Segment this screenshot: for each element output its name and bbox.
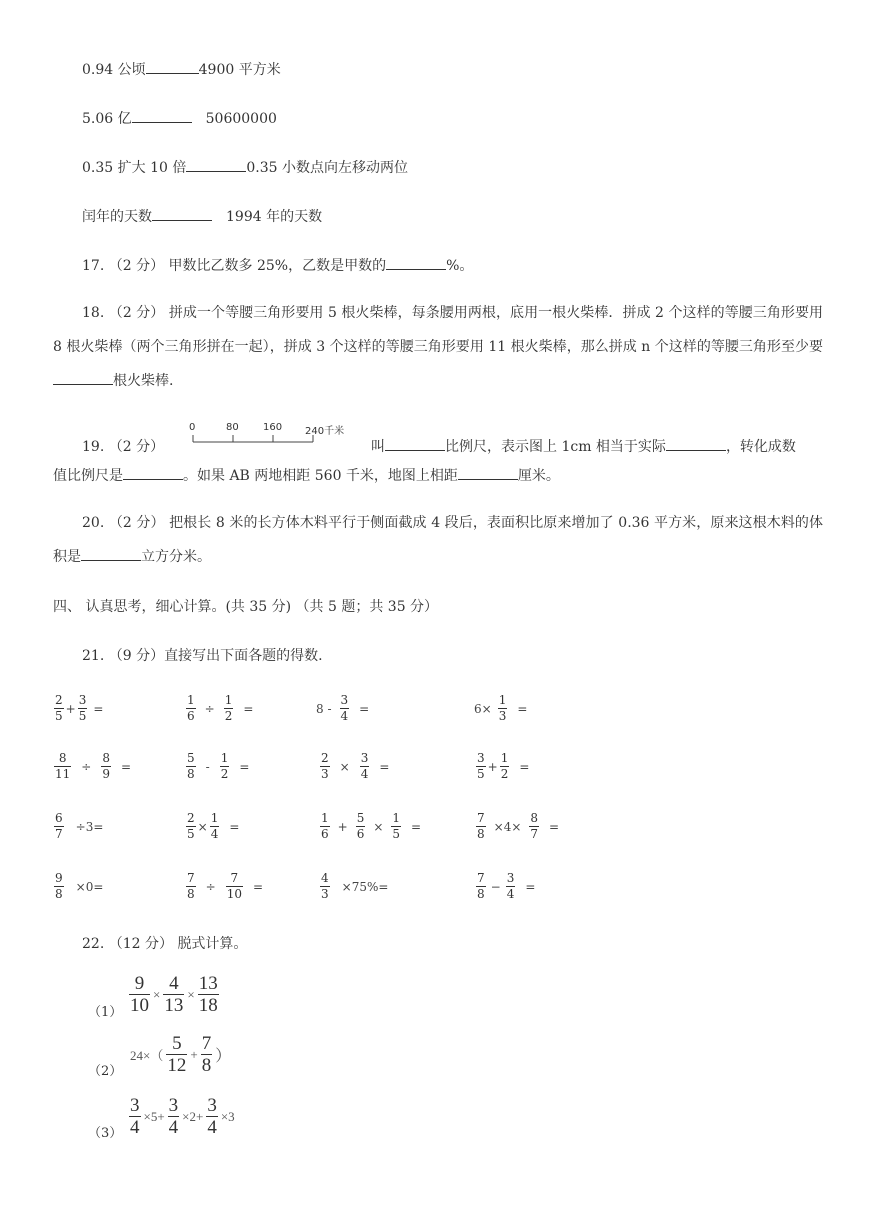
- fraction: [476, 752, 486, 781]
- denominator: 5: [55, 709, 63, 723]
- operator: =: [549, 819, 560, 834]
- numerator: 3: [340, 693, 349, 707]
- numerator: 1: [210, 811, 219, 825]
- operator: =: [519, 759, 530, 774]
- denominator: 2: [500, 767, 509, 781]
- q21-item: [184, 752, 249, 781]
- operator: +: [337, 819, 348, 834]
- fraction: [186, 752, 196, 781]
- numerator: 7: [201, 1033, 212, 1054]
- fraction: [54, 752, 71, 781]
- q22-expression-3: [128, 1096, 237, 1137]
- fraction: [498, 694, 508, 723]
- compare-left: 5.06 亿: [82, 111, 132, 127]
- numerator: 7: [230, 871, 239, 885]
- operator: ×2+: [182, 1108, 204, 1124]
- operator: -: [205, 759, 210, 774]
- answer-blank[interactable]: [123, 467, 183, 480]
- question-score: （2 分）: [108, 439, 165, 455]
- fraction: [210, 812, 220, 841]
- compare-right: 4900 平方米: [198, 62, 281, 78]
- question-number: 18.: [82, 305, 105, 321]
- numerator: 6: [55, 811, 63, 825]
- fraction: [78, 694, 88, 723]
- compare-right: 50600000: [205, 111, 277, 127]
- fraction: [320, 752, 330, 781]
- denominator: 4: [210, 827, 219, 841]
- q21-item: [52, 752, 131, 781]
- denominator: 11: [55, 767, 71, 781]
- numerator: 9: [55, 871, 63, 885]
- operator: ×5+: [143, 1108, 165, 1124]
- denominator: 4: [360, 767, 369, 781]
- numerator: 5: [187, 751, 195, 765]
- fraction: [476, 812, 486, 841]
- fraction: [220, 752, 230, 781]
- q22-label-3: （3）: [88, 1126, 123, 1141]
- question-20: [53, 506, 823, 574]
- question-text: 脱式计算。: [177, 936, 248, 952]
- fraction: [529, 812, 539, 841]
- operator: =: [120, 759, 132, 774]
- question-text: ，转化成数: [725, 439, 796, 455]
- question-text: 把根长 8 米的长方体木料平行于侧面截成 4 段后，表面积比原来增加了 0.36 平方米，原来这根木料的体积是: [53, 515, 824, 565]
- q21-item: [184, 694, 253, 723]
- denominator: 3: [321, 767, 329, 781]
- denominator: 5: [187, 827, 195, 841]
- fraction: [129, 1096, 141, 1137]
- denominator: 4: [130, 1117, 140, 1138]
- denominator: 4: [340, 709, 349, 723]
- q21-item: [184, 812, 239, 841]
- question-text: 。如果 AB 两地相距 560 千米，地图上相距: [183, 468, 458, 484]
- fraction: [391, 812, 401, 841]
- denominator: 10: [130, 995, 149, 1016]
- operator: =: [359, 701, 370, 716]
- q21-item: [318, 872, 388, 901]
- fraction: [226, 872, 243, 901]
- numerator: 7: [477, 811, 485, 825]
- fraction: [101, 752, 111, 781]
- numerator: 13: [198, 973, 218, 994]
- numerator: 3: [477, 751, 485, 765]
- operator: ×: [153, 986, 161, 1002]
- question-number: 20.: [82, 515, 105, 531]
- operator: 8 -: [316, 701, 332, 716]
- compare-line-4: [82, 208, 322, 226]
- denominator: 8: [187, 767, 195, 781]
- question-score: （2 分）: [108, 305, 165, 321]
- numerator: 8: [102, 751, 110, 765]
- fraction: [168, 1096, 180, 1137]
- denominator: 2: [220, 767, 229, 781]
- q21-item: [318, 752, 389, 781]
- numerator: 5: [356, 811, 365, 825]
- operator: ×4×: [493, 819, 522, 834]
- q21-item: [318, 812, 421, 841]
- question-text: 拼成一个等腰三角形要用 5 根火柴棒，每条腰用两根，底用一根火柴棒．拼成 2 个这样的等腰三角形要用 8 根火柴棒（两个三角形拼在一起），拼成 3 个这样的等腰三角形要用 11 根火柴棒，那么拼成 n 个这样的等腰三角形至少要: [53, 305, 824, 355]
- fraction: [356, 812, 366, 841]
- operator: =: [379, 759, 390, 774]
- denominator: 10: [226, 887, 242, 901]
- denominator: 5: [477, 767, 485, 781]
- operator: =: [517, 701, 528, 716]
- question-text: 值比例尺是: [53, 468, 123, 484]
- scale-label-240: 240千米: [305, 426, 345, 437]
- operator: =: [229, 819, 240, 834]
- operator: =: [239, 759, 250, 774]
- operator: ）: [215, 1048, 232, 1065]
- q21-item: [52, 812, 103, 841]
- numerator: 9: [134, 973, 145, 994]
- operator: ×: [339, 759, 350, 774]
- fraction: [500, 752, 510, 781]
- compare-line-3: [82, 159, 408, 177]
- numerator: 3: [360, 751, 369, 765]
- denominator: 18: [198, 995, 218, 1016]
- compare-left: 0.35 扩大 10 倍: [82, 160, 187, 176]
- denominator: 7: [530, 827, 539, 841]
- question-text: 甲数比乙数多 25%，乙数是甲数的: [168, 258, 387, 274]
- numerator: 2: [321, 751, 329, 765]
- fraction: [320, 812, 330, 841]
- fraction: [186, 694, 196, 723]
- question-text: 直接写出下面各题的得数.: [164, 648, 323, 664]
- answer-blank[interactable]: [386, 257, 446, 270]
- denominator: 4: [207, 1117, 217, 1138]
- question-19-line-2: [53, 467, 560, 485]
- question-text: 叫: [371, 439, 385, 455]
- numerator: 8: [530, 811, 539, 825]
- denominator: 3: [321, 887, 329, 901]
- q21-item: [474, 872, 535, 901]
- denominator: 5: [392, 827, 401, 841]
- fraction: [340, 694, 350, 723]
- operator: ×3: [220, 1108, 235, 1124]
- compare-left: 0.94 公顷: [82, 62, 146, 78]
- operator: ×: [187, 986, 195, 1002]
- operator: =: [93, 701, 104, 716]
- question-text-tail: 根火柴棒.: [113, 373, 174, 389]
- question-19-line-1: [82, 438, 164, 456]
- q22-expression-2: [128, 1034, 233, 1075]
- compare-left: 闰年的天数: [82, 209, 152, 225]
- operator: −: [490, 879, 501, 894]
- fraction: [198, 974, 219, 1015]
- question-text-tail: %。: [446, 258, 474, 274]
- denominator: 8: [477, 827, 485, 841]
- numerator: 2: [55, 693, 63, 707]
- numerator: 1: [220, 751, 229, 765]
- numerator: 1: [187, 693, 195, 707]
- operator: ÷: [205, 879, 216, 894]
- compare-right: 0.35 小数点向左移动两位: [246, 160, 408, 176]
- numerator: 3: [130, 1095, 140, 1116]
- numerator: 7: [187, 871, 195, 885]
- answer-blank[interactable]: [53, 372, 113, 385]
- q21-item: [184, 872, 263, 901]
- fraction: [206, 1096, 218, 1137]
- denominator: 8: [477, 887, 485, 901]
- operator: ÷: [81, 759, 92, 774]
- question-17: [82, 257, 473, 275]
- operator: ×75%=: [341, 879, 389, 894]
- question-number: 22.: [82, 936, 105, 952]
- denominator: 4: [168, 1117, 179, 1138]
- q21-item: [474, 694, 527, 723]
- answer-blank[interactable]: [458, 467, 518, 480]
- operator: +: [190, 1046, 198, 1062]
- operator: ÷: [204, 701, 215, 716]
- denominator: 4: [506, 887, 515, 901]
- numerator: 1: [498, 693, 507, 707]
- scale-label-80: 80: [226, 422, 239, 433]
- fraction: [201, 1034, 213, 1075]
- answer-blank[interactable]: [132, 110, 192, 123]
- fraction: [186, 872, 196, 901]
- scale-label-160: 160: [263, 422, 283, 433]
- answer-blank[interactable]: [152, 208, 212, 221]
- fraction: [186, 812, 196, 841]
- denominator: 5: [78, 709, 87, 723]
- fraction: [224, 694, 234, 723]
- numerator: 3: [207, 1095, 217, 1116]
- question-21: [82, 647, 323, 665]
- numerator: 3: [78, 693, 87, 707]
- denominator: 8: [55, 887, 63, 901]
- question-18: [53, 296, 823, 398]
- question-score: （2 分）: [108, 515, 165, 531]
- question-score: （12 分）: [108, 936, 173, 952]
- numerator: 3: [506, 871, 515, 885]
- fraction: [54, 872, 64, 901]
- compare-right: 1994 年的天数: [226, 209, 323, 225]
- numerator: 4: [169, 973, 179, 994]
- operator: ×: [373, 819, 384, 834]
- q21-item: [52, 872, 103, 901]
- answer-blank[interactable]: [81, 548, 141, 561]
- fraction: [54, 812, 64, 841]
- fraction: [166, 1034, 187, 1075]
- question-score: （9 分）: [108, 648, 165, 664]
- question-number: 21.: [82, 648, 105, 664]
- fraction: [163, 974, 184, 1015]
- question-19-line-1-text: [371, 438, 796, 456]
- q22-label-2: （2）: [88, 1064, 123, 1079]
- question-number: 17.: [82, 258, 105, 274]
- denominator: 12: [167, 1055, 187, 1076]
- denominator: 8: [187, 887, 195, 901]
- q21-item: [474, 812, 559, 841]
- operator: =: [411, 819, 422, 834]
- question-text-tail: 立方分米。: [141, 549, 211, 565]
- fraction: [129, 974, 150, 1015]
- compare-line-2: [82, 110, 277, 128]
- question-text: 比例尺，表示图上 1cm 相当于实际: [445, 439, 666, 455]
- operator: ÷3=: [75, 819, 104, 834]
- operator: 24×（: [130, 1048, 164, 1063]
- answer-blank[interactable]: [666, 438, 726, 451]
- section-4-title: 四、 认真思考，细心计算。(共 35 分) （共 5 题；共 35 分）: [53, 599, 439, 615]
- denominator: 6: [187, 709, 195, 723]
- numerator: 8: [58, 751, 67, 765]
- numerator: 3: [168, 1095, 179, 1116]
- denominator: 13: [164, 995, 184, 1016]
- q21-item: [474, 752, 529, 781]
- numerator: 2: [187, 811, 195, 825]
- denominator: 3: [498, 709, 507, 723]
- q21-item: [52, 694, 103, 723]
- question-text: 厘米。: [517, 468, 560, 484]
- question-22: [82, 935, 247, 953]
- fraction: [476, 872, 486, 901]
- fraction: [54, 694, 64, 723]
- operator: =: [252, 879, 264, 894]
- denominator: 6: [356, 827, 365, 841]
- scale-bar: [185, 420, 365, 450]
- denominator: 6: [321, 827, 329, 841]
- numerator: 5: [172, 1033, 182, 1054]
- numerator: 4: [321, 871, 329, 885]
- operator: ×: [197, 819, 208, 834]
- q22-expression-1: [128, 974, 220, 1015]
- numerator: 1: [500, 751, 509, 765]
- fraction: [506, 872, 516, 901]
- answer-blank[interactable]: [186, 159, 246, 172]
- operator: +: [487, 759, 498, 774]
- numerator: 7: [477, 871, 485, 885]
- denominator: 8: [201, 1055, 212, 1076]
- operator: =: [525, 879, 536, 894]
- answer-blank[interactable]: [385, 438, 445, 451]
- question-number: 19.: [82, 439, 105, 455]
- denominator: 7: [55, 827, 63, 841]
- operator: 6×: [474, 701, 492, 716]
- operator: =: [243, 701, 254, 716]
- q21-item: [316, 694, 369, 723]
- fraction: [320, 872, 330, 901]
- numerator: 1: [392, 811, 401, 825]
- numerator: 1: [224, 693, 233, 707]
- numerator: 1: [321, 811, 329, 825]
- scale-label-0: 0: [189, 422, 196, 433]
- operator: +: [65, 701, 76, 716]
- fraction: [360, 752, 370, 781]
- question-score: （2 分）: [108, 258, 165, 274]
- answer-blank[interactable]: [146, 61, 199, 74]
- q22-label-1: （1）: [88, 1005, 123, 1020]
- denominator: 9: [102, 767, 110, 781]
- compare-line-1: [82, 61, 281, 79]
- operator: ×0=: [75, 879, 104, 894]
- denominator: 2: [224, 709, 233, 723]
